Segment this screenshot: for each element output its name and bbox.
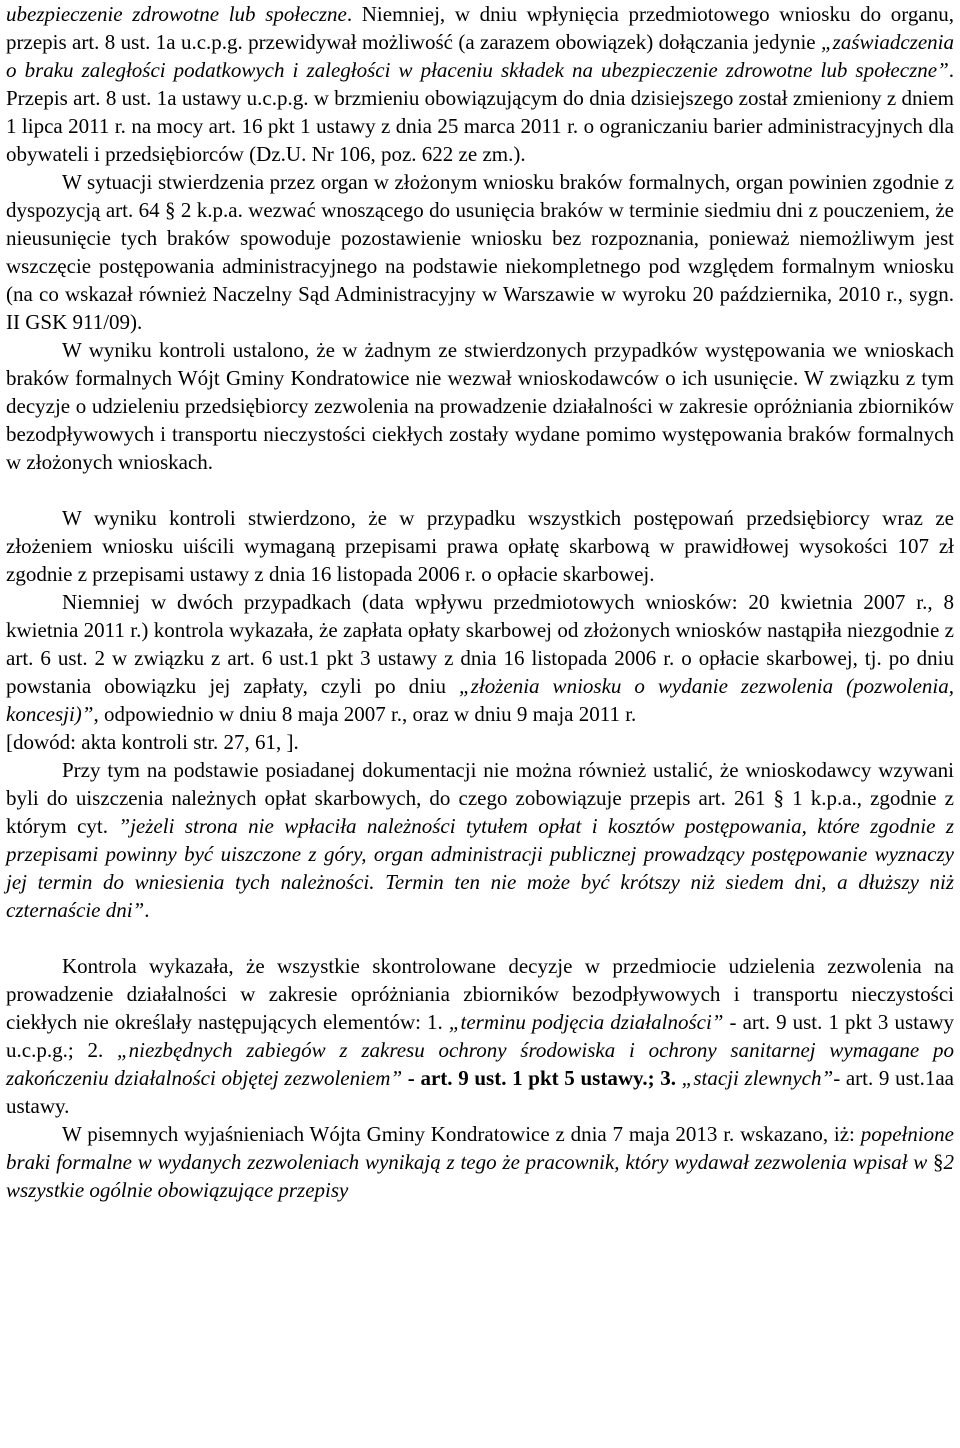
section-sign: §: [933, 1150, 944, 1174]
proof-reference: [dowód: akta kontroli str. 27, 61, ].: [6, 730, 299, 754]
paragraph-control-findings: W wyniku kontroli ustalono, że w żadnym ze stwierdzonych przypadków występowania we wnioskach braków formalnych Wójt Gminy Kondratowice nie wezwał wnioskodawców o ich usunięcie. W związku z tym decyzje o udzieleniu przedsiębiorcy zezwolenia na prowadzenie działalności w zakresie opróżniania zbiorników bezodpływowych i transportu nieczystości ciekłych zostały wydane pomimo występowania braków formalnych w złożonych wnioskach.: [6, 338, 954, 474]
paragraph-stamp-duty: W wyniku kontroli stwierdzono, że w przypadku wszystkich postępowań przedsiębiorcy wraz ze złożeniem wniosku uiścili wymaganą przepisami prawa opłatę skarbową w prawidłowej wysokości 107 zł zgodnie z przepisami ustawy z dnia 16 listopada 2006 r. o opłacie skarbowej.: [6, 506, 954, 586]
italic-quote: popełnione braki formalne w wydanych zezwoleniach wynikają z tego że pracownik, który wydawał zezwolenia wpisał w: [6, 1122, 954, 1174]
italic-quote: ”jeżeli strona nie wpłaciła należności tytułem opłat i kosztów postępowania, które zgodnie z przepisami powinny być uiszczone z góry, organ administracji publicznej prowadzący postępowanie wyznaczy jej termin do wniesienia tych należności. Termin ten nie może być krótszy niż siedem dni, a dłuższy niż czternaście dni”: [6, 814, 954, 922]
paragraph-formal-defects: W sytuacji stwierdzenia przez organ w złożonym wniosku braków formalnych, organ powinien zgodnie z dyspozycją art. 64 § 2 k.p.a. wezwać wnoszącego do usunięcia braków w terminie siedmiu dni z pouczeniem, że nieusunięcie tych braków spowoduje pozostawienie wniosku bez rozpoznania, ponieważ niemożliwym jest wszczęcie postępowania administracyjnego na podstawie niekompletnego pod względem formalnym wniosku (na co wskazał również Naczelny Sąd Administracyjny w Warszawie w wyroku 20 października, 2010 r., sygn. II GSK 911/09).: [6, 170, 954, 334]
spacer: [6, 924, 954, 952]
paragraph-fee-summons: Przy tym na podstawie posiadanej dokumentacji nie można również ustalić, że wnioskodawcy wzywani byli do uiszczenia należnych opłat skarbowych, do czego zobowiązuje przepis art. 261 § 1 k.p.a., zgodnie z którym cyt. ”jeżeli strona nie wpłaciła należności tytułem opłat i kosztów postępowania, które zgodnie z przepisami powinny być uiszczone z góry, organ administracji publicznej prowadzący postępowanie wyznaczy jej termin do wniesienia tych należności. Termin ten nie może być krótszy niż siedem dni, a dłuższy niż czternaście dni”.: [6, 758, 954, 922]
paragraph-late-payment: Niemniej w dwóch przypadkach (data wpływu przedmiotowych wniosków: 20 kwietnia 2007 r., 8 kwietnia 2011 r.) kontrola wykazała, że zapłata opłaty skarbowej od złożonych wniosków nastąpiła niezgodnie z art. 6 ust. 2 w związku z art. 6 ust.1 pkt 3 ustawy z dnia 16 listopada 2006 r. o opłacie skarbowej, tj. po dniu powstania obowiązku jej zapłaty, czyli po dniu „złożenia wniosku o wydanie zezwolenia (pozwolenia, koncesji)”, odpowiednio w dniu 8 maja 2007 r., oraz w dniu 9 maja 2011 r.: [6, 590, 954, 726]
italic-quote: „niezbędnych zabiegów z zakresu ochrony środowiska i ochrony sanitarnej wymagane po zakończeniu działalności objętej zezwoleniem”: [6, 1038, 954, 1090]
italic-quote: 2 wszystkie ogólnie obowiązujące przepisy: [6, 1150, 954, 1202]
paragraph-fee-certificate: ubezpieczenie zdrowotne lub społeczne. Niemniej, w dniu wpłynięcia przedmiotowego wniosku do organu, przepis art. 8 ust. 1a u.c.p.g. przewidywał możliwość (a zarazem obowiązek) dołączania jedynie „zaświadczenia o braku zaległości podatkowych i zaległości w płaceniu składek na ubezpieczenie zdrowotne lub społeczne”. Przepis art. 8 ust. 1a ustawy u.c.p.g. w brzmieniu obowiązującym do dnia dzisiejszego został zmieniony z dniem 1 lipca 2011 r. na mocy art. 16 pkt 1 ustawy z dnia 25 marca 2011 r. o ograniczaniu barier administracyjnych dla obywateli i przedsiębiorców (Dz.U. Nr 106, poz. 622 ze zm.).: [6, 2, 954, 166]
spacer: [6, 476, 954, 504]
italic-quote: „stacji zlewnych”: [681, 1066, 834, 1090]
document-page: [6, 0, 954, 1204]
italic-quote: „zaświadczenia o braku zaległości podatkowych i zaległości w płaceniu składek na ubezpieczenie zdrowotne lub społeczne”: [6, 30, 954, 82]
paragraph-mayor-explanation: W pisemnych wyjaśnieniach Wójta Gminy Kondratowice z dnia 7 maja 2013 r. wskazano, iż: popełnione braki formalne w wydanych zezwoleniach wynikają z tego że pracownik, który wydawał zezwolenia wpisał w §2 wszystkie ogólnie obowiązujące przepisy: [6, 1122, 954, 1202]
italic-quote: ubezpieczenie zdrowotne lub społeczne: [6, 2, 347, 26]
paragraph-decision-elements: Kontrola wykazała, że wszystkie skontrolowane decyzje w przedmiocie udzielenia zezwolenia na prowadzenie działalności w zakresie opróżniania zbiorników bezodpływowych i transportu nieczystości ciekłych nie określały następujących elementów: 1. „terminu podjęcia działalności” - art. 9 ust. 1 pkt 3 ustawy u.c.p.g.; 2. „niezbędnych zabiegów z zakresu ochrony środowiska i ochrony sanitarnej wymagane po zakończeniu działalności objętej zezwoleniem” - art. 9 ust. 1 pkt 5 ustawy.; 3. „stacji zlewnych”- art. 9 ust.1aa ustawy.: [6, 954, 954, 1118]
section-sign: §: [773, 786, 785, 810]
italic-quote: „terminu podjęcia działalności”: [448, 1010, 724, 1034]
section-sign: §: [165, 198, 176, 222]
italic-quote: „złożenia wniosku o wydanie zezwolenia (pozwolenia, koncesji)”: [6, 674, 954, 726]
